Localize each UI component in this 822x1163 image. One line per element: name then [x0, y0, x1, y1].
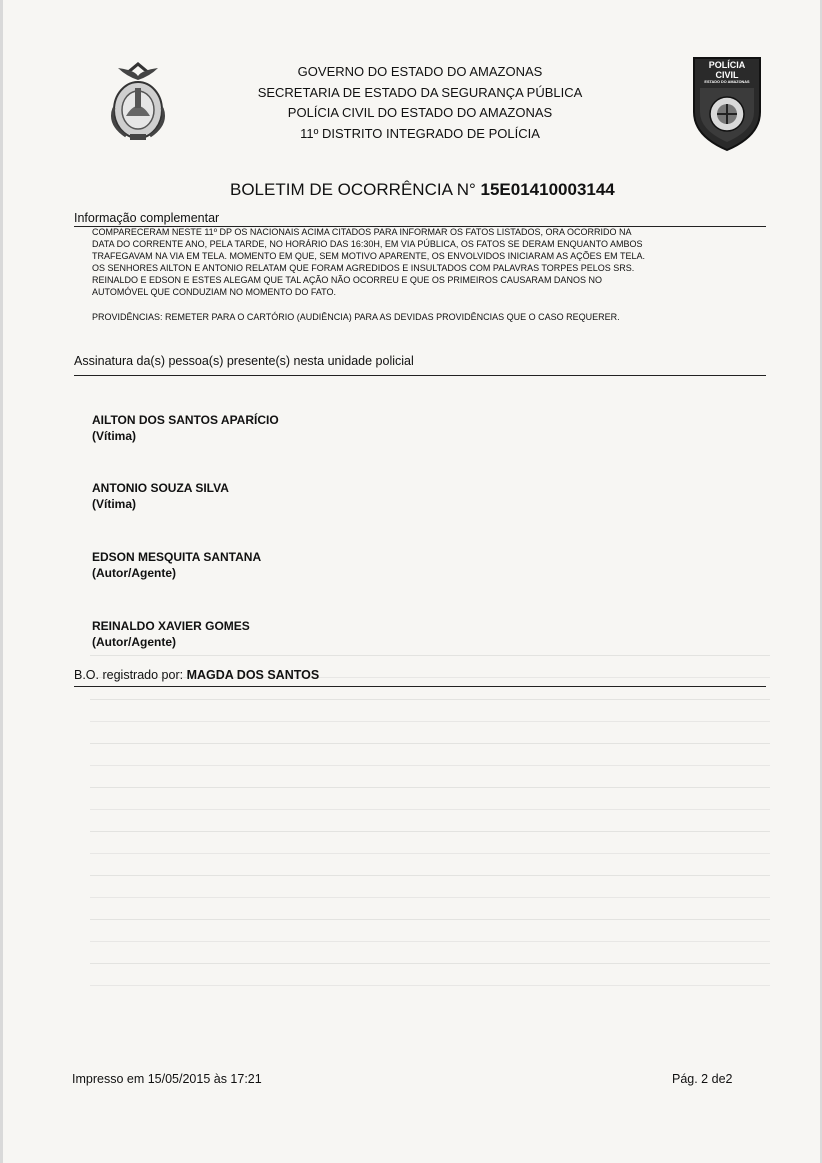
badge-line3: ESTADO DO AMAZONAS — [704, 80, 750, 84]
narrative-line: DATA DO CORRENTE ANO, PELA TARDE, NO HORÁRIO DAS 16:30H, EM VIA PÚBLICA, OS FATOS SE DERAM ENQUANTO AMBOS — [92, 238, 643, 249]
document-header — [230, 62, 610, 144]
policia-civil-badge — [688, 54, 766, 152]
person-name: ANTONIO SOUZA SILVA — [92, 481, 229, 495]
header-line-secretariat: SECRETARIA DE ESTADO DA SEGURANÇA PÚBLICA — [257, 84, 583, 100]
person-name: EDSON MESQUITA SANTANA — [92, 550, 262, 564]
narrative-line: OS SENHORES AILTON E ANTONIO RELATAM QUE FORAM AGREDIDOS E INSULTADOS COM PALAVRAS TORPES PELOS SRS. — [92, 262, 635, 273]
narrative-line: TRAFEGAVAM NA VIA EM TELA. MOMENTO EM QUE, SEM MOTIVO APARENTE, OS ENVOLVIDOS INICIARAM AS AÇÕES EM TELA. — [92, 250, 645, 261]
report-title — [230, 180, 615, 200]
badge-line1: POLÍCIA — [708, 60, 746, 70]
amazonas-crest-icon — [104, 58, 172, 144]
signatures-rule — [74, 375, 766, 376]
signature-person — [92, 480, 229, 512]
registered-by-label: B.O. registrado por: — [74, 668, 184, 682]
badge-line2: CIVIL — [715, 70, 739, 80]
narrative-line: AUTOMÓVEL QUE CONDUZIAM NO MOMENTO DO FATO. — [92, 286, 337, 297]
person-name: AILTON DOS SANTOS APARÍCIO — [92, 413, 279, 427]
narrative-line: REINALDO E EDSON E ESTES ALEGAM QUE TAL AÇÃO NÃO OCORREU E QUE OS PRIMEIROS CAUSARAM DANOS NO — [92, 274, 602, 285]
printed-timestamp: Impresso em 15/05/2015 às 17:21 — [72, 1072, 262, 1086]
person-role: (Autor/Agente) — [92, 635, 176, 649]
complement-providencias: PROVIDÊNCIAS: REMETER PARA O CARTÓRIO (AUDIÊNCIA) PARA AS DEVIDAS PROVIDÊNCIAS QUE O CASO REQUERER. — [92, 312, 620, 323]
signatures-label: Assinatura da(s) pessoa(s) presente(s) nesta unidade policial — [74, 354, 414, 368]
header-line-government: GOVERNO DO ESTADO DO AMAZONAS — [297, 64, 543, 79]
header-line-police: POLÍCIA CIVIL DO ESTADO DO AMAZONAS — [287, 105, 553, 120]
report-title-prefix: BOLETIM DE OCORRÊNCIA N° — [230, 180, 476, 199]
scan-edge-left — [0, 0, 3, 1163]
bleed-through-texture — [90, 640, 770, 992]
person-role: (Vítima) — [92, 497, 137, 511]
narrative-line: COMPARECERAM NESTE 11º DP OS NACIONAIS ACIMA CITADOS PARA INFORMAR OS FATOS LISTADOS, ORA OCORRIDO NA — [92, 227, 632, 237]
registered-by-name: MAGDA DOS SANTOS — [186, 668, 320, 682]
signature-person — [92, 549, 261, 581]
report-number: 15E01410003144 — [480, 180, 615, 199]
complement-narrative — [92, 227, 742, 298]
person-role: (Autor/Agente) — [92, 566, 176, 580]
signature-person — [92, 412, 279, 444]
person-name: REINALDO XAVIER GOMES — [92, 619, 250, 633]
person-role: (Vítima) — [92, 429, 137, 443]
page-number: Pág. 2 de2 — [672, 1072, 733, 1086]
header-line-district: 11º DISTRITO INTEGRADO DE POLÍCIA — [300, 125, 540, 141]
complement-label: Informação complementar — [74, 211, 220, 225]
complement-text — [92, 227, 742, 324]
